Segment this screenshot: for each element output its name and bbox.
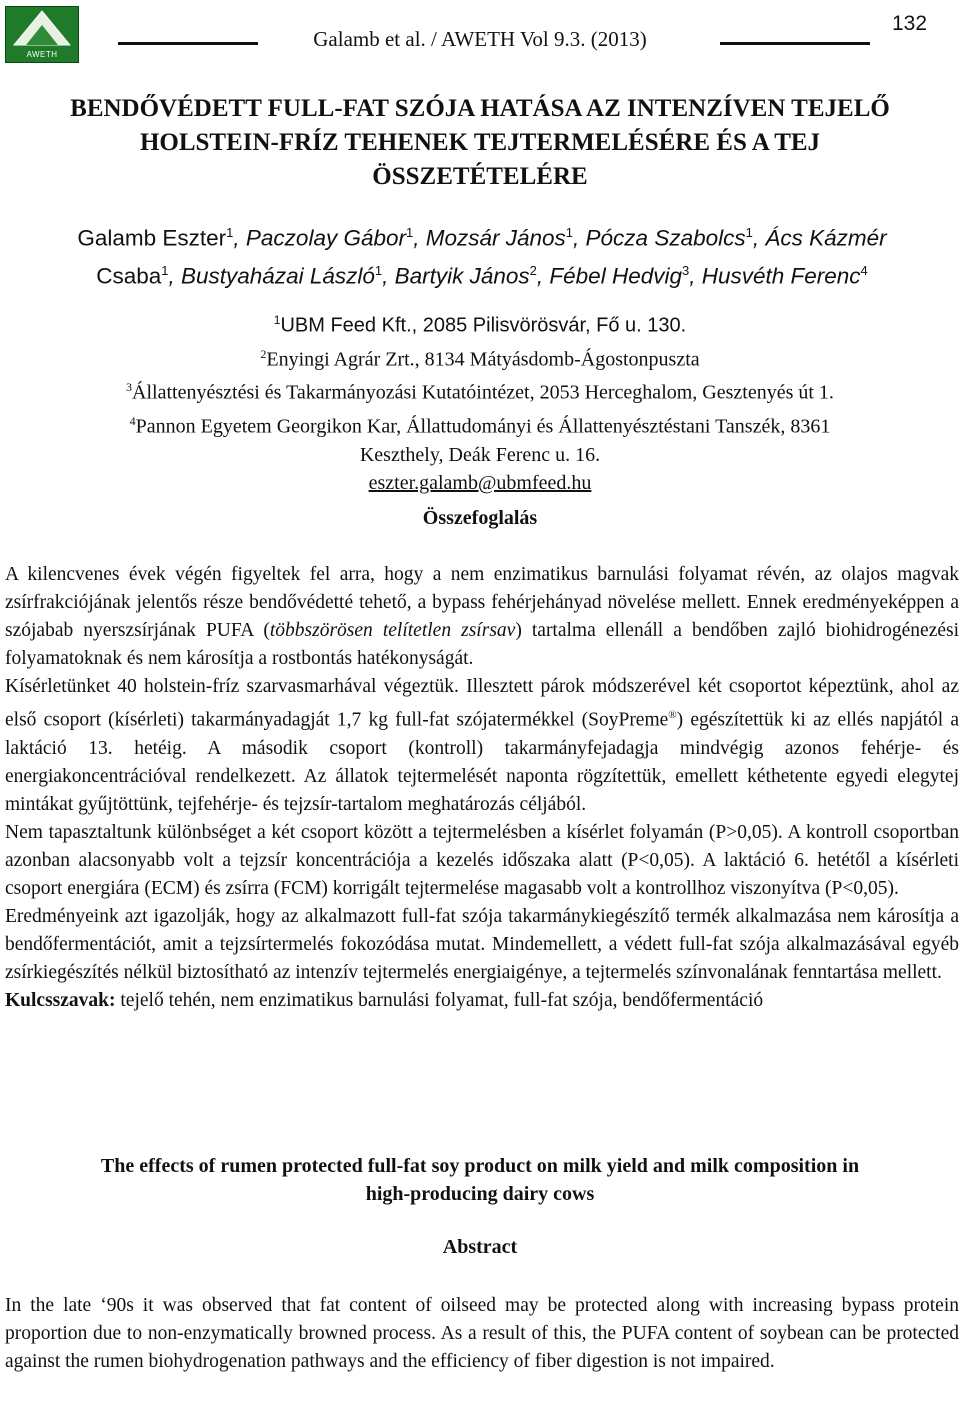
author-affil-sup: 1 [226, 225, 234, 240]
paragraph [5, 673, 959, 819]
affiliation-1 [0, 306, 960, 340]
title-line: high-producing dairy cows [365, 1183, 595, 1205]
author: , Pócza Szabolcs [573, 225, 746, 251]
author: Csaba [96, 263, 162, 288]
author: , Bustyaházai László [168, 263, 375, 288]
section-heading-osszefoglalas: Összefoglalás [422, 507, 538, 529]
affiliation-text: Állattenyésztési és Takarmányozási Kutatóintézet, 2053 Herceghalom, Gesztenyés út 1. [132, 381, 834, 404]
affiliation-2 [0, 340, 960, 374]
text-italic: többszörösen telítetlen zsírsav [269, 620, 516, 641]
author: , Paczolay Gábor [233, 225, 406, 251]
title-line: The effects of rumen protected full-fat soy product on milk yield and milk composition in [100, 1155, 860, 1177]
author-affil-sup: 1 [745, 225, 753, 240]
affiliation-4-cont: Keszthely, Deák Ferenc u. 16. [359, 443, 601, 466]
affil-sup: 3 [126, 380, 133, 395]
author-affil-sup: 1 [161, 262, 169, 278]
affiliation-3 [0, 373, 960, 407]
text: ) tartalma ellenáll a bendőben zajló biohidrogénezési folyamatoknak és nem károsítja a rostbontás hatékonyságát. [5, 620, 960, 669]
paragraph: Nem tapasztaltunk különbséget a két csoport között a tejtermelésben a kísérlet folyamán (P>0,05). A kontroll csoportban azonban alacsonyabb volt a tejzsír koncentrációja a kezelés időszaka alatt (P<0,05). A laktáció 6. hetétől a kísérleti csoport energiára (ECM) és zsírra (FCM) korrigált tejtermelése magasabb volt a kontrollhoz viszonyítva (P<0,05). [5, 821, 959, 899]
header-rule-right [720, 42, 870, 45]
author-affil-sup: 2 [529, 262, 537, 278]
author: , Ács Kázmér [752, 225, 887, 251]
author-affil-sup: 3 [681, 262, 690, 278]
section-heading-abstract: Abstract [442, 1236, 518, 1258]
affil-sup: 2 [260, 346, 267, 361]
text: A kilencvenes évek végén figyeltek fel arra, hogy a nem enzimatikus barnulási folyamat révén, az olajos magvak zsírfrakciójának jelentős része bendővédetté tehető, a bypass fehérjehányad növelése mellett. Ennek eredményeképpen a szójabab nyerszsírjának PUFA ( [5, 564, 959, 641]
author-list [18, 217, 946, 292]
keywords-text: tejelő tehén, nem enzimatikus barnulási folyamat, full-fat szója, bendőfermentáció [115, 989, 764, 1011]
paragraph: Eredményeink azt igazolják, hogy az alkalmazott full-fat szója takarmánykiegészítő termék alkalmazása nem károsítja a bendőfermentációt, amit a tejzsírtermelés fokozódása mutat. Mindemellett, a védett full-fat szója alkalmazásával egyéb zsírkiegészítés nélkül biztosítható az intenzív tejtermelés energiaigénye, a tejtermelés színvonalának fenntartása mellett. [5, 905, 959, 983]
logo-text: AWETH [26, 50, 58, 59]
author: , Bartyik János [382, 263, 530, 288]
affil-sup: 1 [273, 313, 281, 327]
paragraph: In the late ‘90s it was observed that fat content of oilseed may be protected along with increasing bypass protein proportion due to non-enzymatically browned process. As a result of this, the PUFA content of soybean can be protected against the rumen biohydrogenation pathways and the efficiency of fiber digestion is not impaired. [5, 1295, 959, 1372]
author: Galamb Eszter [77, 225, 227, 251]
author: , Fébel Hedvig [536, 263, 682, 288]
author: , Mozsár János [413, 225, 566, 251]
affiliation-4 [0, 407, 960, 441]
keywords [5, 987, 959, 1015]
osszefoglalas-body [5, 561, 959, 1015]
abstract-body [5, 1292, 959, 1376]
author-affil-sup: 1 [406, 225, 414, 240]
text: ) egészítettük ki az ellés napjától a laktáció 13. hetéig. A második csoport (kontroll) takarmányfejadagja mindvégig azonos fehérje- és energiakoncentrációval rendelkezett. Az állatok tejtermelését naponta rögzítettük, emellett kéthetente egyedi elegytej mintákat gyűjtöttünk, tejfehérje- és tejzsír-tartalom meghatározás céljából. [5, 709, 959, 815]
author: , Husvéth Ferenc [689, 263, 861, 288]
registered-mark: ® [668, 709, 677, 721]
keywords-label: Kulcsszavak: [5, 989, 116, 1011]
paper-title [0, 92, 960, 194]
affiliation-text: UBM Feed Kft., 2085 Pilisvörösvár, Fő u. 130. [280, 314, 687, 337]
affiliation-text: Pannon Egyetem Georgikon Kar, Állattudományi és Állattenyésztéstani Tanszék, 8361 [135, 415, 831, 438]
paragraph [5, 561, 959, 673]
author-affil-sup: 1 [374, 262, 383, 278]
text: Kísérletünket 40 holstein-fríz szarvasmarhával végeztük. Illesztett párok módszerével két csoportot képeztünk, ahol az első csoport (kísérleti) takarmányadagját 1,7 kg full-fat szójatermékkel (SoyPreme [5, 676, 959, 731]
page-number: 132 [892, 12, 928, 35]
title-line: ÖSSZETÉTELÉRE [372, 163, 588, 190]
journal-header: Galamb et al. / AWETH Vol 9.3. (2013) [313, 27, 647, 51]
title-line: HOLSTEIN-FRÍZ TEHENEK TEJTERMELÉSÉRE ÉS A TEJ [139, 129, 821, 156]
affil-sup: 4 [129, 413, 136, 428]
affiliation-text: Enyingi Agrár Zrt., 8134 Mátyásdomb-Ágostonpuszta [266, 348, 700, 371]
author-affil-sup: 4 [860, 262, 868, 278]
english-title [0, 1152, 960, 1208]
email-link[interactable]: eszter.galamb@ubmfeed.hu [368, 471, 592, 494]
author-affil-sup: 1 [565, 225, 574, 240]
author-line-1 [18, 217, 946, 255]
title-line: BENDŐVÉDETT FULL-FAT SZÓJA HATÁSA AZ INTENZÍVEN TEJELŐ [70, 95, 890, 122]
author-line-2 [18, 255, 946, 293]
affiliations [0, 306, 960, 497]
